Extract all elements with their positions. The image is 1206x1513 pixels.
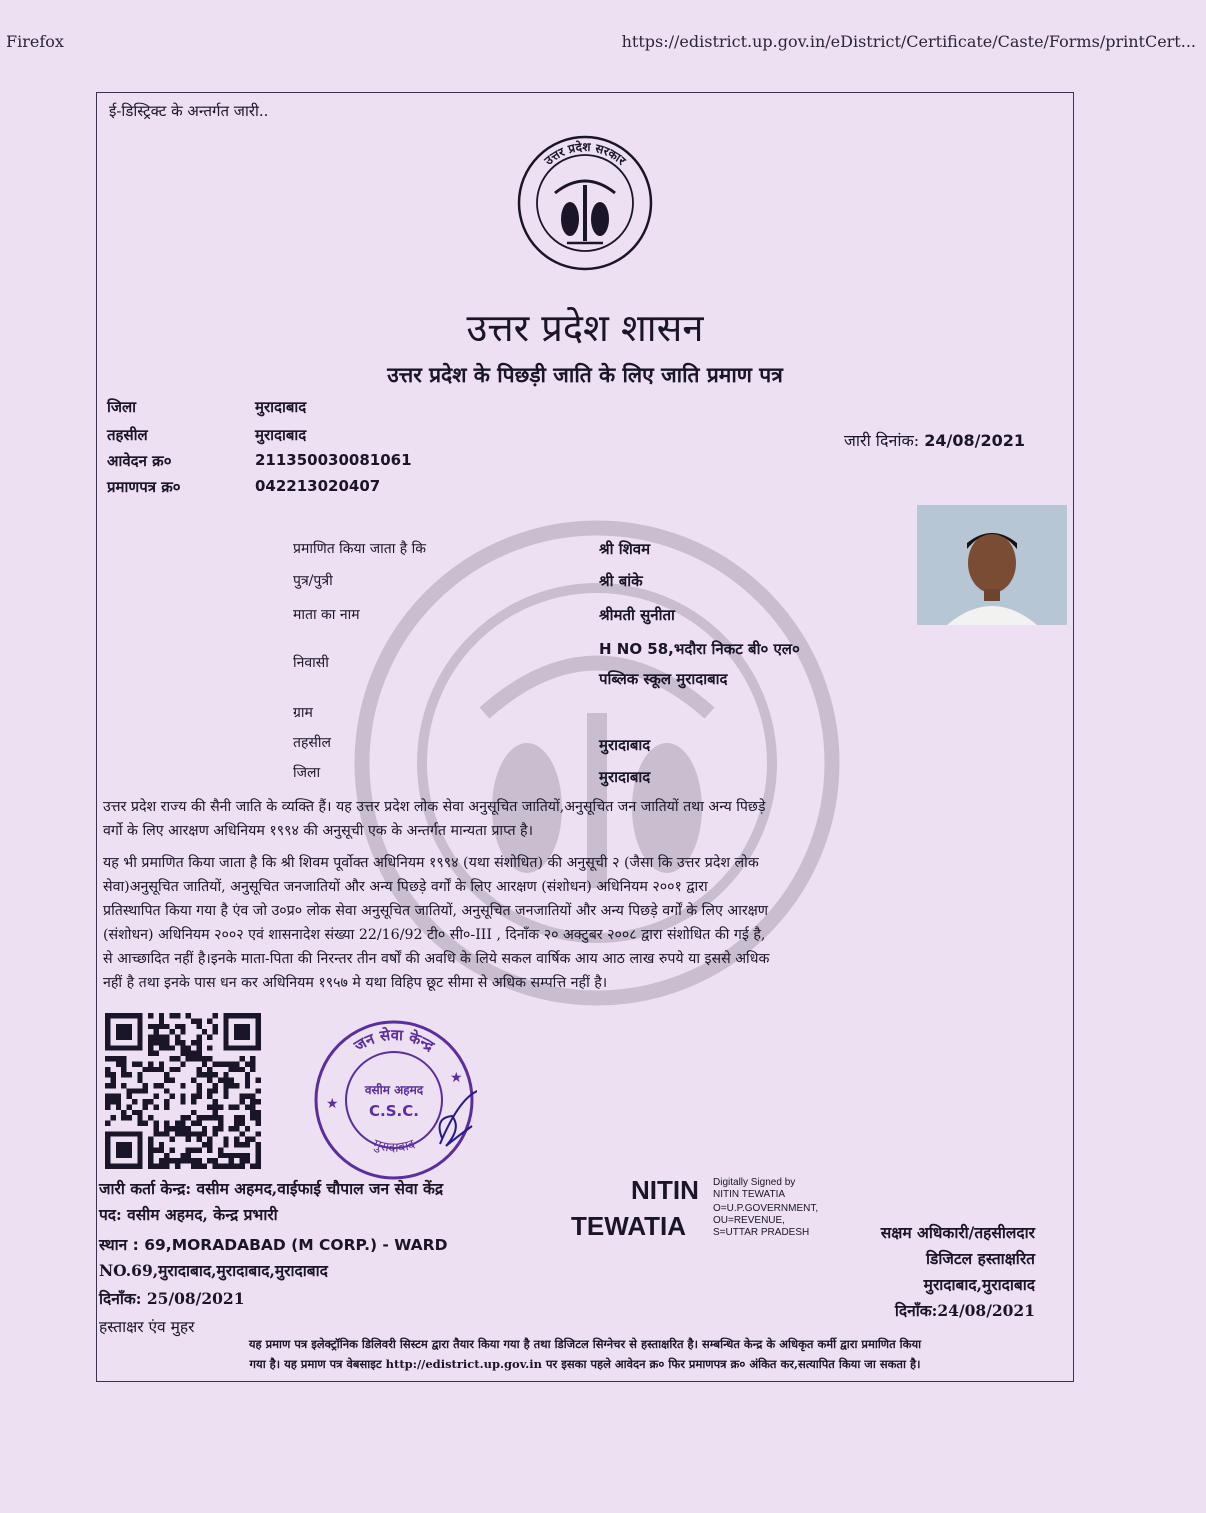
designation: पद: वसीम अहमद, केन्द्र प्रभारी [99, 1205, 278, 1224]
digital-signature-line: NITIN TEWATIA [713, 1189, 786, 1200]
tehsil-label-2: तहसील [293, 735, 331, 751]
applicant-photo [917, 505, 1067, 625]
tehsil-value: मुरादाबाद [255, 426, 307, 444]
center-date: दिनाँक: 25/08/2021 [99, 1289, 245, 1308]
son-daughter-label: पुत्र/पुत्री [293, 573, 333, 589]
father-name: श्री बांके [599, 572, 643, 590]
digital-signature-line: OU=REVENUE, [713, 1215, 785, 1226]
qr-code [105, 1013, 261, 1169]
issue-date-value: 24/08/2021 [924, 431, 1025, 450]
seal-csc: C.S.C. [369, 1102, 419, 1120]
tehsil-value-2: मुरादाबाद [599, 736, 651, 754]
income-paragraph-line: प्रतिस्थापित किया गया है एंव जो उ०प्र० लोक सेवा अनुसूचित जातियों, अनुसूचित जनजातियों और अन्य पिछड़े वर्गों के लिए आरक्षण [103, 903, 769, 919]
government-title: उत्तर प्रदेश शासन [466, 306, 704, 350]
resident-label: निवासी [293, 655, 329, 671]
signer-last-name: TEWATIA [571, 1211, 687, 1241]
certify-label: प्रमाणित किया जाता है कि [293, 541, 427, 557]
officer-title: सक्षम अधिकारी/तहसीलदार [880, 1223, 1035, 1242]
issue-date-label: जारी दिनांक: [844, 431, 920, 450]
issued-under-text: ई-डिस्ट्रिक्ट के अन्तर्गत जारी.. [109, 102, 269, 120]
digital-signature-line: O=U.P.GOVERNMENT, [713, 1203, 819, 1214]
district-label: जिला [107, 398, 137, 416]
csc-seal [312, 1018, 477, 1183]
digital-signature-line: S=UTTAR PRADESH [713, 1227, 810, 1238]
issuing-center: जारी कर्ता केन्द्र: वसीम अहमद,वाईफाई चौपाल जन सेवा केंद्र [99, 1179, 444, 1198]
place-line-1: स्थान : 69,MORADABAD (M CORP.) - WARD [99, 1236, 448, 1254]
browser-name: Firefox [6, 32, 64, 51]
caste-paragraph-line: वर्गो के लिए आरक्षण अधिनियम १९९४ की अनुसूची एक के अन्तर्गत मान्यता प्राप्त है। [103, 823, 533, 839]
district-value-2: मुरादाबाद [599, 768, 651, 786]
certificate-number-label: प्रमाणपत्र क्र० [107, 478, 181, 496]
application-number-label: आवेदन क्र० [107, 452, 172, 470]
mother-name: श्रीमती सुनीता [599, 606, 675, 624]
up-government-emblem [515, 133, 655, 273]
application-number: 211350030081061 [255, 451, 412, 469]
officer-place: मुरादाबाद,मुरादाबाद [923, 1275, 1035, 1294]
verification-note-line-2: गया है। यह प्रमाण पत्र वेबसाइट http://edistrict.up.gov.in पर इसका पहले आवेदन क्र० फिर प्रमाणपत्र क्र० अंकित कर,सत्यापित किया जा सकता है। [249, 1357, 921, 1371]
verification-note-line-1: यह प्रमाण पत्र इलेक्ट्रॉनिक डिलिवरी सिस्टम द्वारा तैयार किया गया है तथा डिजिटल सिग्नेचर से हस्ताक्षरित है। सम्बन्धित केन्द्र के अधिकृत कर्मी द्वारा प्रमाणित किया [248, 1337, 922, 1351]
issue-date [844, 429, 1025, 451]
applicant-name: श्री शिवम [599, 540, 651, 558]
district-value: मुरादाबाद [255, 398, 307, 416]
address-line-1: H NO 58,भदौरा निकट बी० एल० [599, 640, 800, 658]
income-paragraph-line: (संशोधन) अधिनियम २००२ एवं शासनादेश संख्या 22/16/92 टी० सी०-III , दिनाँक २० अक्टुबर २००८ द्वारा संशोधित की गई है, [103, 927, 766, 943]
mother-label: माता का नाम [293, 607, 360, 623]
svg-text:★: ★ [326, 1096, 339, 1112]
income-paragraph [103, 851, 1071, 995]
svg-text:★: ★ [450, 1070, 463, 1086]
certificate-number: 042213020407 [255, 477, 381, 495]
signature-seal-label: हस्ताक्षर एंव मुहर [99, 1318, 195, 1336]
certificate-subtitle: उत्तर प्रदेश के पिछड़ी जाति के लिए जाति प्रमाण पत्र [387, 362, 783, 387]
district-label-2: जिला [293, 765, 321, 781]
seal-bottom-text: मुरादाबाद [371, 1136, 418, 1156]
income-paragraph-line: नहीं है तथा इनके पास धन कर अधिनियम १९५७ मे यथा विहिप छूट सीमा से अधिक सम्पत्ति नहीं है। [103, 975, 608, 991]
digital-signature-line: Digitally Signed by [713, 1177, 796, 1188]
caste-paragraph-line: उत्तर प्रदेश राज्य की सैनी जाति के व्यक्ति हैं। यह उत्तर प्रदेश लोक सेवा अनुसूचित जातियों,अनुसूचित जन जातियों तथा अन्य पिछड़े [103, 799, 766, 815]
address-line-2: पब्लिक स्कूल मुरादाबाद [599, 670, 728, 688]
digitally-signed-label: डिजिटल हस्ताक्षरित [926, 1249, 1035, 1268]
income-paragraph-line: यह भी प्रमाणित किया जाता है कि श्री शिवम पूर्वोक्त अधिनियम १९९४ (यथा संशोधित) की अनुसूची २ (जैसा कि उत्तर प्रदेश लोक [103, 855, 759, 871]
seal-top-text: जन सेवा केन्द्र [350, 1025, 438, 1056]
svg-text:मुरादाबाद [371, 1136, 418, 1155]
income-paragraph-line: सेवा)अनुसूचित जातियों, अनुसूचित जनजातियों और अन्य पिछड़े वर्गों के लिए आरक्षण (संशोधन) अधिनियम २००१ द्वारा [103, 879, 708, 895]
page-url: https://edistrict.up.gov.in/eDistrict/Certificate/Caste/Forms/printCert... [621, 32, 1196, 51]
emblem-text: उत्तर प्रदेश सरकार [541, 139, 629, 168]
certificate [96, 92, 1074, 1382]
seal-name: वसीम अहमद [364, 1083, 424, 1097]
place-line-2: NO.69,मुरादाबाद,मुरादाबाद,मुरादाबाद [99, 1261, 328, 1280]
signer-first-name: NITIN [631, 1175, 699, 1205]
tehsil-label: तहसील [107, 426, 148, 444]
income-paragraph-line: से आच्छादित नहीं है।इनके माता-पिता की निरन्तर तीन वर्षों की अवधि के लिये सकल वार्षिक आय आठ लाख रुपये या इससे अधिक [103, 951, 770, 967]
village-label: ग्राम [293, 705, 313, 721]
caste-paragraph [103, 795, 1071, 843]
officer-date: दिनाँक:24/08/2021 [894, 1301, 1035, 1320]
